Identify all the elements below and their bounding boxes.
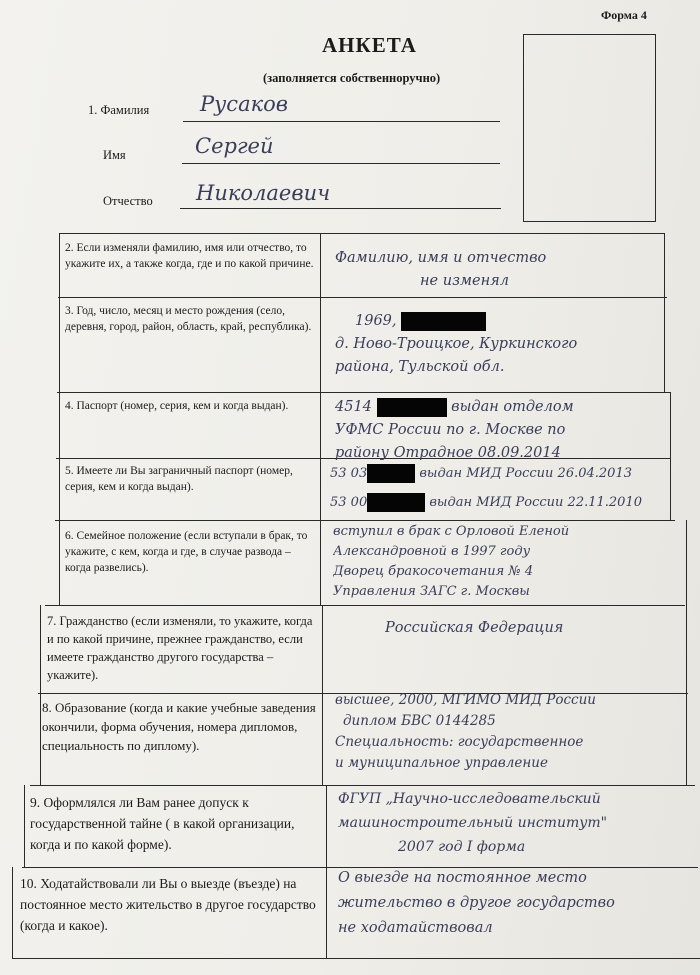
redacted-block: [401, 312, 486, 331]
row-4-answer: [335, 396, 670, 465]
patronymic-line: [180, 208, 501, 209]
table-border-right: [686, 520, 687, 785]
row-divider: [57, 392, 670, 393]
table-column-divider: [326, 785, 327, 958]
row-4-question: 4. Паспорт (номер, серия, кем и когда выдан).: [65, 400, 289, 412]
answer-line: Управления ЗАГС г. Москвы: [333, 584, 530, 599]
row-8-question: 8. Образование (когда и какие учебные заведения окончили, форма обучения, номера дипломов, специальность по диплому).: [42, 700, 316, 753]
surname-line: [183, 121, 500, 122]
answer-line: жительство в другое государство: [338, 895, 615, 911]
answer-line: высшее, 2000, МГИМО МИД России: [335, 692, 597, 708]
first-name-line: [182, 163, 500, 164]
redacted-block: [377, 398, 447, 417]
answer-line: и муниципальное управление: [335, 755, 548, 771]
answer-line: района, Тульской обл.: [335, 359, 505, 375]
row-6-answer: [333, 522, 683, 602]
row-divider: [55, 520, 675, 521]
answer-line: 2007 год I форма: [398, 839, 526, 855]
row-divider: [45, 605, 685, 606]
row-7-answer: [385, 617, 685, 640]
row-5-answer: [330, 462, 675, 514]
surname-label: 1. Фамилия: [88, 103, 150, 117]
row-8-answer: [335, 690, 685, 774]
foreign-passport-1-issuer: выдан МИД России 26.04.2013: [419, 466, 632, 481]
row-5-question: 5. Имеете ли Вы заграничный паспорт (номер, серия, кем и когда выдан).: [65, 465, 293, 493]
answer-line: диплом БВС 0144285: [343, 713, 496, 729]
table-border-left: [12, 867, 13, 958]
row-divider: [58, 297, 667, 298]
row-10-answer: [338, 866, 700, 941]
answer-line: не изменял: [420, 273, 509, 289]
table-border-left: [59, 233, 60, 605]
answer-line: Российская Федерация: [385, 620, 564, 636]
table-border-top: [60, 233, 665, 234]
answer-line: вступил в брак с Орловой Еленой: [333, 524, 570, 539]
redacted-block: [367, 464, 415, 483]
row-2-question: 2. Если изменяли фамилию, имя или отчество, то укажите их, а также когда, где и по какой причине.: [65, 242, 314, 270]
birth-year: 1969,: [355, 313, 397, 329]
answer-line: Специальность: государственное: [335, 734, 584, 750]
answer-line: Дворец бракосочетания № 4: [333, 564, 534, 579]
photo-box: [523, 34, 656, 222]
surname-value: Русаков: [200, 92, 288, 116]
first-name-value: Сергей: [195, 134, 274, 158]
foreign-passport-2: 53 00: [330, 495, 368, 510]
answer-line: О выезде на постоянное место: [338, 870, 587, 886]
patronymic-label: Отчество: [103, 194, 153, 208]
answer-line: д. Ново-Троицкое, Куркинского: [335, 336, 578, 352]
answer-line: машиностроительный институт": [338, 815, 608, 831]
answer-line: не ходатайствовал: [338, 920, 493, 936]
table-border-left: [40, 605, 41, 785]
passport-series: 4514: [335, 399, 372, 415]
row-9-question: 9. Оформлялся ли Вам ранее допуск к государственной тайне ( в какой организации, когда и по какой форме).: [30, 795, 295, 852]
foreign-passport-1: 53 03: [330, 466, 368, 481]
row-3-question: 3. Год, число, месяц и место рождения (село, деревня, город, район, область, край, республика).: [65, 305, 312, 333]
row-7-question: 7. Гражданство (если изменяли, то укажите, когда и по какой причине, прежнее гражданство, если имеете гражданство другого государства – укажите).: [47, 614, 313, 682]
redacted-block: [367, 493, 425, 512]
row-9-answer: [338, 787, 698, 859]
page-title: АНКЕТА: [322, 33, 417, 57]
table-border-left: [24, 785, 25, 867]
row-6-question: 6. Семейное положение (если вступали в брак, то укажите, с кем, когда и где, в случае развода – когда развелись).: [65, 530, 308, 574]
answer-line: УФМС России по г. Москве по: [335, 422, 566, 438]
foreign-passport-2-issuer: выдан МИД России 22.11.2010: [429, 495, 642, 510]
answer-line: ФГУП „Научно-исследовательский: [338, 791, 601, 807]
patronymic-value: Николаевич: [196, 181, 331, 205]
passport-issuer: выдан отделом: [451, 399, 574, 415]
first-name-label: Имя: [103, 148, 126, 162]
table-column-divider: [320, 233, 321, 605]
row-3-answer: [335, 310, 670, 379]
page-subtitle: (заполняется собственноручно): [263, 71, 441, 85]
answer-line: Фамилию, имя и отчество: [335, 250, 547, 266]
table-column-divider: [322, 605, 323, 785]
table-border-bottom: [12, 958, 700, 959]
form-number: Форма 4: [601, 8, 647, 22]
row-2-answer: [335, 247, 663, 293]
row-divider: [30, 785, 695, 786]
row-10-question: 10. Ходатайствовали ли Вы о выезде (въезде) на постоянное место жительство в другое государство (когда и какое).: [20, 876, 316, 933]
answer-line: Александровной в 1997 году: [333, 544, 531, 559]
answer-line: району Отрадное 08.09.2014: [335, 445, 561, 461]
